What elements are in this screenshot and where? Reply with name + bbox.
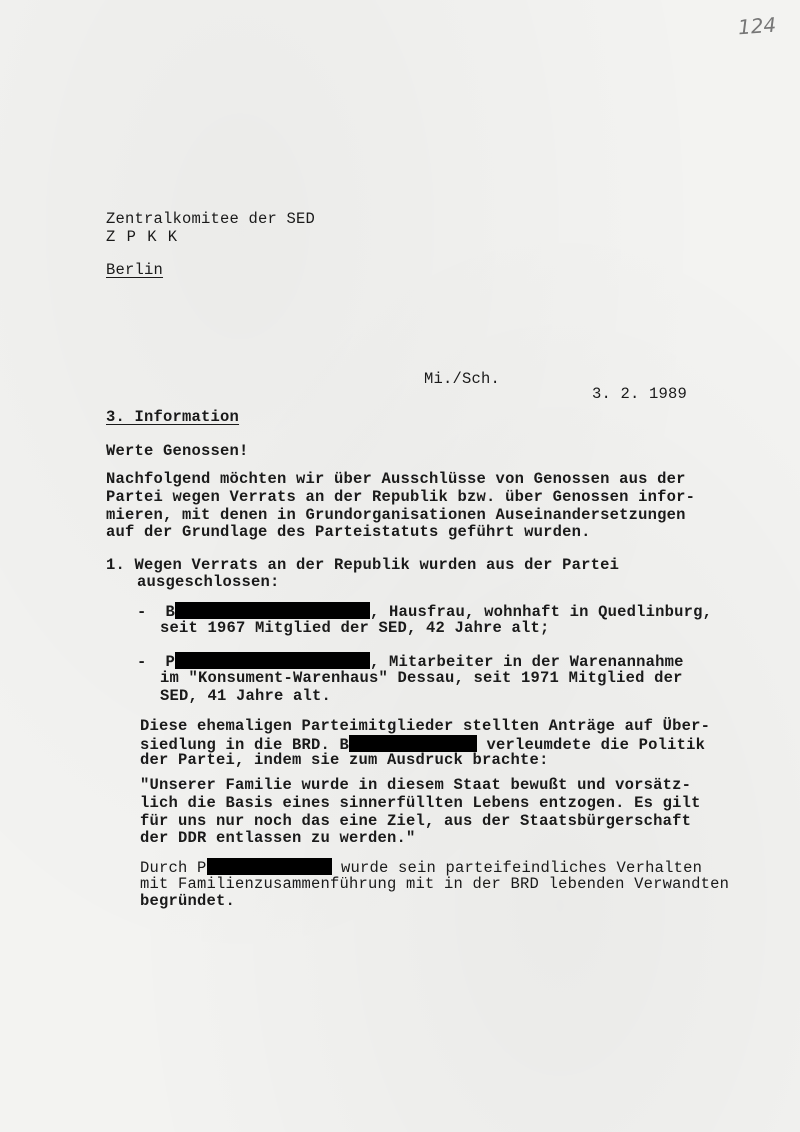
item-2-rest: , Mitarbeiter in der Warenannahme [370,653,684,671]
addressee-line-2: Z P K K [106,228,179,246]
intro-line-2: Partei wegen Verrats an der Republik bzw. über Genossen infor- [106,488,696,506]
quote-line-1: "Unserer Familie wurde in diesem Staat bewußt und vorsätz- [140,776,692,794]
item-1-rest: , Hausfrau, wohnhaft in Quedlinburg, [370,603,713,621]
quote-line-4: der DDR entlassen zu werden." [140,829,416,847]
item-1-dash: - [137,603,147,621]
item-2-dash: - [137,653,147,671]
section-1-line-2: ausgeschlossen: [137,573,280,591]
para-3-line-3: begründet. [140,892,236,910]
para-2-line-1: Diese ehemaligen Parteimitglieder stellten Anträge auf Über- [140,717,711,735]
quote-line-2: lich die Basis eines sinnerfüllten Lebens entzogen. Es gilt [140,794,701,812]
intro-line-3: mieren, mit denen in Grundorganisationen Auseinandersetzungen [106,506,686,524]
subject-heading: 3. Information [106,408,240,426]
reference-initials: Mi./Sch. [424,370,501,388]
item-1-line-2: seit 1967 Mitglied der SED, 42 Jahre alt; [160,619,550,637]
salutation: Werte Genossen! [106,442,249,460]
item-2-initial: P [165,653,176,671]
item-1-initial: B [165,603,176,621]
intro-line-4: auf der Grundlage des Parteistatuts geführt wurden. [106,523,591,541]
para-2-line-2-start: siedlung in die BRD. B [140,736,350,754]
para-2-line-2-end: verleumdete die Politik [477,736,706,754]
quote-line-3: für uns nur noch das eine Ziel, aus der Staatsbürgerschaft [140,812,692,830]
addressee-line-1: Zentralkomitee der SED [106,210,316,228]
intro-line-1: Nachfolgend möchten wir über Ausschlüsse von Genossen aus der [106,470,686,488]
section-1-line-1: 1. Wegen Verrats an der Republik wurden aus der Partei [106,556,620,574]
para-3-line-1-end: wurde sein parteifeindliches Verhalten [331,859,703,877]
redaction-bar [175,602,370,619]
redaction-bar [175,652,370,669]
para-3-line-2: mit Familienzusammenführung mit in der BRD lebenden Verwandten [140,875,730,893]
addressee-city: Berlin [106,261,164,279]
item-2-line-3: SED, 41 Jahre alt. [160,687,332,705]
redaction-bar [349,735,477,752]
para-2-line-3: der Partei, indem sie zum Ausdruck brachte: [140,751,549,769]
para-3-line-1-start: Durch P [140,859,207,877]
redaction-bar [207,858,332,875]
folio-number: 124 [737,12,777,40]
letter-date: 3. 2. 1989 [592,385,688,403]
item-2-line-2: im "Konsument-Warenhaus" Dessau, seit 1971 Mitglied der [160,669,683,687]
